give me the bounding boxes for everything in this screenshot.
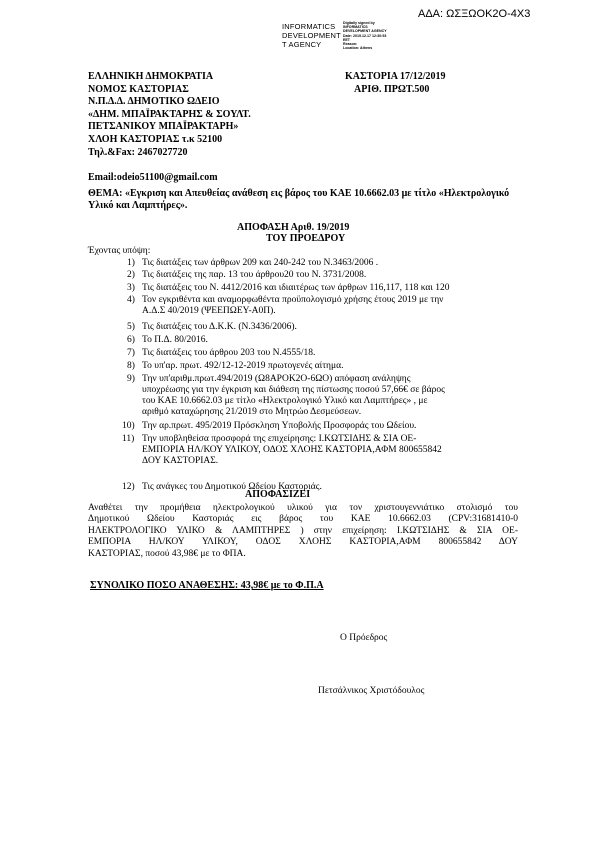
item-number: 1) xyxy=(127,258,135,268)
item-text-line: Τις διατάξεις του Ν. 4412/2016 και ιδιαιτέρως των άρθρων 116,117, 118 και 120 xyxy=(142,283,450,293)
subject-line: ΘΕΜΑ: «Εγκριση και Απευθείας ανάθεση εις βάρος του ΚΑΕ 10.6662.03 με τίτλο «Ηλεκτρολογικό Υλικό και Λαμπτήρες». xyxy=(88,188,510,211)
decision-of: ΤΟΥ ΠΡΟΕΔΡΟΥ xyxy=(266,233,346,244)
item-text xyxy=(142,270,366,281)
signature-line: Location: Athens xyxy=(343,46,373,51)
paragraph-line: ΕΜΠΟΡΙΑ ΗΛ/ΚΟΥ ΥΛΙΚΟΥ, ΟΔΟΣ ΧΛΟΗΣ ΚΑΣΤΟΡΙΑ,ΑΦΜ 800655842 ΔΟΥ xyxy=(88,537,518,548)
item-text-line: Α.Δ.Σ 40/2019 (ΨΕΕΠΩΕΥ-Α0Π). xyxy=(142,306,276,316)
header-line: ΠΕΤΣΑΝΙΚΟΥ ΜΠΑΪΡΑΚΤΑΡΗ» xyxy=(88,121,239,133)
item-text-line: Την υποβληθείσα προσφορά της επιχείρησης: Ι.ΚΩΤΣΙΔΗΣ & ΣΙΑ ΟΕ- xyxy=(142,434,417,444)
protocol-number: ΑΡΙΘ. ΠΡΩΤ.500 xyxy=(354,84,430,95)
item-text xyxy=(142,348,315,359)
item-text xyxy=(142,434,442,467)
item-text xyxy=(142,361,343,372)
logo-line: T AGENCY xyxy=(282,40,322,49)
item-text xyxy=(142,322,297,333)
item-number: 10) xyxy=(122,421,135,431)
item-number: 2) xyxy=(127,270,135,280)
item-text xyxy=(142,421,416,432)
item-text xyxy=(142,283,450,294)
item-text-line: ΕΜΠΟΡΙΑ ΗΛ/ΚΟΥ ΥΛΙΚΟΥ, ΟΔΟΣ ΧΛΟΗΣ ΚΑΣΤΟΡΙΑ,ΑΦΜ 800655842 xyxy=(142,445,442,455)
signature-logo-text xyxy=(282,22,341,49)
paragraph-line: Αναθέτει την προμήθεια ηλεκτρολογικού υλικού για τον χριστουγεννιάτικο στολισμό του xyxy=(88,503,518,513)
item-text-line: υποχρέωσης για την έγκριση και διάθεση της πίστωσης ποσού 57,66€ σε βάρος xyxy=(142,385,445,395)
decision-paragraph xyxy=(88,503,518,560)
item-number: 12) xyxy=(122,482,135,492)
logo-line: INFORMATICS xyxy=(282,22,336,31)
item-number: 9) xyxy=(127,374,135,384)
item-text-line: Την υπ'αριθμ.πρωτ.494/2019 (Ω8ΑΡΟΚ2Ο-6ΩΟ) απόφαση ανάληψης xyxy=(142,374,411,384)
signature-line: Digitally signed by xyxy=(343,21,375,25)
item-text-line: Τις διατάξεις της παρ. 13 του άρθρου20 του Ν. 3731/2008. xyxy=(142,270,367,280)
item-text xyxy=(142,295,443,317)
item-text-line: Τις διατάξεις του Δ.Κ.Κ. (Ν.3436/2006). xyxy=(142,322,297,332)
signature-line: DEVELOPMENT AGENCY xyxy=(343,29,387,34)
signature-line: INFORMATICS xyxy=(343,25,368,30)
item-number: 11) xyxy=(122,434,135,444)
item-number: 6) xyxy=(127,335,135,345)
total-amount: ΣΥΝΟΛΙΚΟ ΠΟΣΟ ΑΝΑΘΕΣΗΣ: 43,98€ με το Φ.Π.Α xyxy=(90,580,324,591)
item-number: 3) xyxy=(127,283,135,293)
place-date: ΚΑΣΤΟΡΙΑ 17/12/2019 xyxy=(345,71,446,82)
header-spacer xyxy=(88,159,251,172)
item-number: 7) xyxy=(127,348,135,358)
item-text-line: Το Π.Δ. 80/2016. xyxy=(142,335,208,345)
paragraph-line: ΗΛΕΚΤΡΟΛΟΓΙΚΟ ΥΛΙΚΟ & ΛΑΜΠΤΗΡΕΣ ) στην επιχείρηση: Ι.ΚΩΤΣΙΔΗΣ & ΣΙΑ ΟΕ- xyxy=(88,525,518,536)
header-line: Ν.Π.Δ.Δ. ΔΗΜΟΤΙΚΟ ΩΔΕΙΟ xyxy=(88,96,220,108)
item-text-line: Τον εγκριθέντα και αναμορφωθέντα προϋπολογισμό χρήσης έτους 2019 με την xyxy=(142,295,444,305)
paragraph-line: ΚΑΣΤΟΡΙΑΣ, ποσού 43,98€ με το ΦΠΑ. xyxy=(88,548,246,559)
item-text-line: αριθμό καταχώρησης 21/2019 στο Μητρώο Δεσμεύσεων. xyxy=(142,407,362,417)
header-line: ΧΛΟΗ ΚΑΣΤΟΡΙΑΣ τ.κ 52100 xyxy=(88,133,223,145)
item-number: 8) xyxy=(127,361,135,371)
item-text xyxy=(142,335,208,346)
header-line: ΕΛΛΗΝΙΚΗ ΔΗΜΟΚΡΑΤΙΑ xyxy=(88,71,214,82)
signature-line: Reason: xyxy=(343,42,358,47)
having-considered: Έχοντας υπόψη: xyxy=(88,246,151,256)
item-number: 5) xyxy=(127,322,135,332)
ada-code: ΑΔΑ: ΩΣΞΩΟΚ2Ο-4Χ3 xyxy=(418,8,531,20)
header-line: «ΔΗΜ. ΜΠΑΪΡΑΚΤΑΡΗΣ & ΣΟΥΛΤ. xyxy=(88,108,251,120)
item-text xyxy=(142,258,378,269)
logo-line: DEVELOPMENT xyxy=(282,31,341,40)
decision-number: ΑΠΟΦΑΣΗ Αριθ. 19/2019 xyxy=(237,222,350,233)
item-text-line: Τις διατάξεις του άρθρου 203 του Ν.4555/18. xyxy=(142,348,316,358)
item-number: 4) xyxy=(127,295,135,305)
item-text-line: Το υπ'αρ. πρωτ. 492/12-12-2019 πρωτογενές αίτημα. xyxy=(142,361,344,371)
header-line: ΝΟΜΟΣ ΚΑΣΤΟΡΙΑΣ xyxy=(88,83,189,95)
item-text-line: Τις ανάγκες του Δημοτικού Ωδείου Καστοριάς. xyxy=(142,482,322,492)
paragraph-line: Δημοτικού Ωδείου Καστοριάς εις βάρος του ΚΑΕ 10.6662.03 (CPV:31681410-0 xyxy=(88,514,518,525)
item-text-line: του ΚΑΕ 10.6662.03 με τίτλο «Ηλεκτρολογικό Υλικό και Λαμπτήρες» , με xyxy=(142,396,428,406)
item-text xyxy=(142,374,445,418)
header-email: Email:odeio51100@gmail.com xyxy=(88,171,218,183)
sender-header xyxy=(88,71,251,184)
signature-line: EET xyxy=(343,37,350,42)
item-text-line: ΔΟΥ ΚΑΣΤΟΡΙΑΣ. xyxy=(142,456,219,466)
decides-heading: ΑΠΟΦΑΣΙΖΕΙ xyxy=(245,489,311,500)
digital-signature-details xyxy=(343,21,387,50)
item-text-line: Την αρ.πρωτ. 495/2019 Πρόσκληση Υποβολής Προσφοράς του Ωδείου. xyxy=(142,421,417,431)
item-text-line: Τις διατάξεις των άρθρων 209 και 240-242 του Ν.3463/2006 . xyxy=(142,258,379,268)
president-name: Πετσάλνικος Χριστόδουλος xyxy=(318,686,425,696)
signature-line: Date: 2019.12.17 12:30:53 xyxy=(343,33,387,38)
president-title: Ο Πρόεδρος xyxy=(340,633,388,643)
header-line: Τηλ.&Fax: 2467027720 xyxy=(88,146,188,158)
